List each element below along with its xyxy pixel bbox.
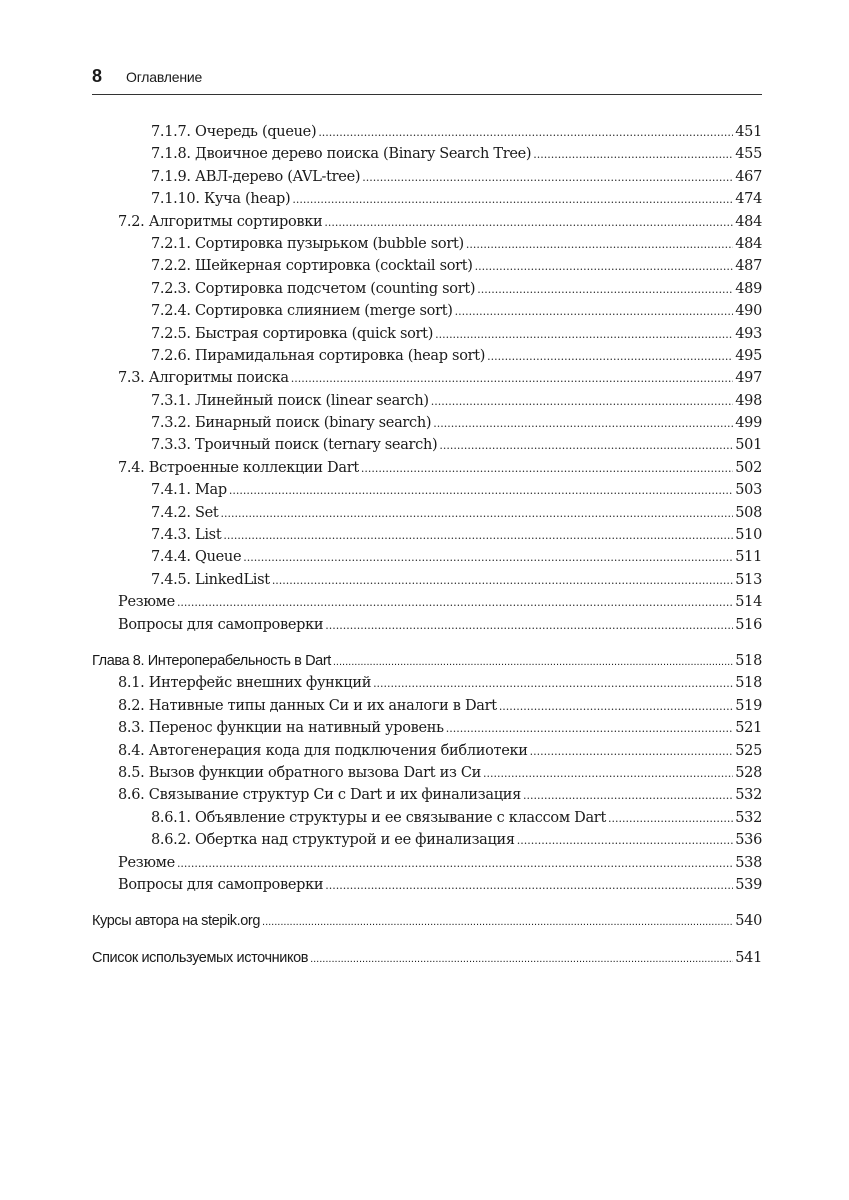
- toc-entry-title: 7.2. Алгоритмы сортировки: [118, 213, 323, 230]
- toc-entry[interactable]: [92, 169, 762, 191]
- toc-entry-page: 493: [735, 325, 762, 342]
- toc-entry-title: 7.2.1. Сортировка пузырьком (bubble sort): [151, 235, 464, 252]
- dot-leader: [530, 743, 734, 759]
- toc-entry[interactable]: [92, 191, 762, 213]
- dot-leader: [229, 482, 733, 498]
- toc-entry-title: Глава 8. Интероперабельность в Dart: [92, 652, 331, 669]
- toc-entry-page: 532: [735, 809, 762, 826]
- running-title: Оглавление: [126, 69, 203, 85]
- dot-leader: [220, 505, 733, 521]
- toc-entry[interactable]: [92, 594, 762, 616]
- toc-entry[interactable]: [92, 765, 762, 787]
- toc-entry-title: 8.1. Интерфейс внешних функций: [118, 675, 372, 692]
- dot-leader: [499, 698, 733, 714]
- dot-leader: [431, 393, 733, 409]
- toc-entry-page: 514: [735, 594, 762, 611]
- toc-entry-title: 7.3.1. Линейный поиск (linear search): [151, 392, 429, 409]
- toc-entry[interactable]: [92, 720, 762, 742]
- table-of-contents: [92, 124, 762, 972]
- toc-entry-title: 7.2.2. Шейкерная сортировка (cocktail sort): [151, 258, 473, 275]
- toc-entry-page: 525: [735, 742, 762, 759]
- toc-entry[interactable]: [92, 549, 762, 571]
- toc-entry-title: 8.2. Нативные типы данных Си и их аналоги в Dart: [118, 697, 497, 714]
- toc-entry-title: 8.6.1. Объявление структуры и ее связывание с классом Dart: [151, 809, 606, 826]
- toc-entry-title: 7.1.9. АВЛ-дерево (AVL-tree): [151, 168, 361, 185]
- toc-entry-page: 510: [735, 527, 762, 544]
- dot-leader: [325, 617, 733, 633]
- toc-entry-title: Резюме: [118, 594, 175, 611]
- toc-entry-title: 8.6.2. Обертка над структурой и ее финализация: [151, 832, 515, 849]
- toc-entry-page: 467: [735, 168, 762, 185]
- toc-entry[interactable]: [92, 832, 762, 854]
- dot-leader: [318, 124, 733, 140]
- toc-entry-title: 7.3. Алгоритмы поиска: [118, 370, 289, 387]
- toc-entry[interactable]: [92, 303, 762, 325]
- dot-leader: [477, 281, 733, 297]
- toc-entry-title: 7.2.5. Быстрая сортировка (quick sort): [151, 325, 434, 342]
- toc-chapter-8[interactable]: [92, 653, 762, 675]
- toc-entry-page: 503: [735, 482, 762, 499]
- toc-entry-page: 539: [735, 876, 762, 893]
- toc-entry-page: 541: [735, 949, 762, 966]
- toc-entry[interactable]: [92, 743, 762, 765]
- dot-leader: [292, 191, 733, 207]
- toc-entry-page: 455: [735, 146, 762, 163]
- dot-leader: [533, 146, 733, 162]
- dot-leader: [475, 258, 734, 274]
- toc-entry-page: 499: [735, 415, 762, 432]
- running-header: [92, 60, 762, 95]
- toc-entry-title: 7.4. Встроенные коллекции Dart: [118, 459, 359, 476]
- toc-entry-page: 474: [735, 191, 762, 208]
- toc-entry-page: 528: [735, 764, 762, 781]
- toc-entry[interactable]: [92, 214, 762, 236]
- toc-entry-page: 489: [735, 280, 762, 297]
- toc-entry-title: 7.3.2. Бинарный поиск (binary search): [151, 415, 432, 432]
- toc-entry[interactable]: [92, 281, 762, 303]
- toc-entry-title: 7.4.3. List: [151, 527, 222, 544]
- toc-entry-title: 7.4.5. LinkedList: [151, 571, 270, 588]
- toc-entry-title: 7.4.1. Map: [151, 482, 227, 499]
- page-number: 8: [92, 66, 103, 86]
- toc-entry-page: 516: [735, 616, 762, 633]
- toc-entry[interactable]: [92, 348, 762, 370]
- dot-leader: [523, 787, 733, 803]
- toc-entry-page: 484: [735, 213, 762, 230]
- toc-entry-title: 7.1.7. Очередь (queue): [151, 124, 317, 140]
- toc-entry[interactable]: [92, 146, 762, 168]
- toc-entry[interactable]: [92, 617, 762, 639]
- dot-leader: [361, 460, 733, 476]
- dot-leader: [466, 236, 733, 252]
- toc-entry-title: 7.4.4. Queue: [151, 549, 242, 566]
- dot-leader: [608, 810, 733, 826]
- toc-entry[interactable]: [92, 124, 762, 146]
- toc-entry[interactable]: [92, 326, 762, 348]
- toc-entry-page: 532: [735, 787, 762, 804]
- toc-entry-page: 538: [735, 854, 762, 871]
- toc-entry[interactable]: [92, 482, 762, 504]
- toc-entry-page: 490: [735, 303, 762, 320]
- toc-entry[interactable]: [92, 505, 762, 527]
- toc-block-chapter7: [92, 124, 762, 639]
- toc-entry[interactable]: [92, 460, 762, 482]
- toc-entry-title: 8.5. Вызов функции обратного вызова Dart из Си: [118, 764, 482, 781]
- toc-entry[interactable]: [92, 787, 762, 809]
- dot-leader: [310, 950, 733, 966]
- dot-leader: [262, 913, 733, 929]
- toc-entry-page: 511: [735, 549, 762, 566]
- toc-entry-page: 451: [735, 124, 762, 140]
- dot-leader: [324, 214, 733, 230]
- toc-entry[interactable]: [92, 572, 762, 594]
- toc-entry-page: 518: [735, 652, 762, 669]
- dot-leader: [243, 549, 733, 565]
- dot-leader: [333, 653, 733, 669]
- toc-entry-page: 536: [735, 832, 762, 849]
- toc-block-chapter8: [92, 675, 762, 899]
- toc-entry[interactable]: [92, 855, 762, 877]
- toc-entry-title: 7.4.2. Set: [151, 504, 219, 521]
- dot-leader: [223, 527, 733, 543]
- dot-leader: [435, 326, 733, 342]
- toc-entry[interactable]: [92, 236, 762, 258]
- toc-entry-title: 8.3. Перенос функции на нативный уровень: [118, 720, 444, 737]
- dot-leader: [362, 169, 733, 185]
- toc-entry-title: 7.2.4. Сортировка слиянием (merge sort): [151, 303, 453, 320]
- toc-entry-title: 8.6. Связывание структур Си с Dart и их финализация: [118, 787, 521, 804]
- dot-leader: [291, 370, 733, 386]
- dot-leader: [177, 594, 733, 610]
- dot-leader: [483, 765, 733, 781]
- dot-leader: [433, 415, 733, 431]
- toc-entry-page: 521: [735, 720, 762, 737]
- dot-leader: [446, 720, 733, 736]
- toc-entry-page: 484: [735, 235, 762, 252]
- toc-entry-page: 501: [735, 437, 762, 454]
- toc-entry-title: 7.1.10. Куча (heap): [151, 191, 291, 208]
- toc-entry-title: Резюме: [118, 854, 175, 871]
- toc-entry[interactable]: [92, 810, 762, 832]
- toc-entry-page: 495: [735, 347, 762, 364]
- toc-entry[interactable]: [92, 698, 762, 720]
- toc-entry-page: 518: [735, 675, 762, 692]
- toc-entry-title: 8.4. Автогенерация кода для подключения библиотеки: [118, 742, 528, 759]
- toc-entry-page: 487: [735, 258, 762, 275]
- toc-sources[interactable]: [92, 950, 762, 972]
- toc-entry-page: 498: [735, 392, 762, 409]
- toc-entry-page: 502: [735, 459, 762, 476]
- dot-leader: [325, 877, 733, 893]
- toc-entry[interactable]: [92, 675, 762, 697]
- dot-leader: [455, 303, 734, 319]
- toc-entry[interactable]: [92, 258, 762, 280]
- toc-entry-page: 519: [735, 697, 762, 714]
- toc-entry-title: 7.2.6. Пирамидальная сортировка (heap sort): [151, 347, 486, 364]
- toc-entry-title: Вопросы для самопроверки: [118, 876, 324, 893]
- toc-entry-page: 540: [735, 913, 762, 930]
- toc-entry-page: 513: [735, 571, 762, 588]
- toc-entry[interactable]: [92, 393, 762, 415]
- toc-entry-page: 497: [735, 370, 762, 387]
- toc-entry[interactable]: [92, 437, 762, 459]
- toc-entry[interactable]: [92, 527, 762, 549]
- dot-leader: [517, 832, 733, 848]
- toc-entry-title: Вопросы для самопроверки: [118, 616, 324, 633]
- toc-entry[interactable]: [92, 415, 762, 437]
- toc-entry-title: 7.1.8. Двоичное дерево поиска (Binary Search Tree): [151, 146, 532, 163]
- toc-entry-title: Курсы автора на stepik.org: [92, 913, 261, 930]
- dot-leader: [373, 675, 733, 691]
- toc-entry-title: 7.2.3. Сортировка подсчетом (counting sort): [151, 280, 476, 297]
- dot-leader: [487, 348, 733, 364]
- toc-courses[interactable]: [92, 913, 762, 935]
- dot-leader: [272, 572, 733, 588]
- toc-entry[interactable]: [92, 370, 762, 392]
- toc-entry-title: 7.3.3. Троичный поиск (ternary search): [151, 437, 438, 454]
- toc-entry[interactable]: [92, 877, 762, 899]
- toc-entry-title: Список используемых источников: [92, 949, 309, 966]
- dot-leader: [439, 437, 733, 453]
- toc-entry-page: 508: [735, 504, 762, 521]
- dot-leader: [177, 855, 733, 871]
